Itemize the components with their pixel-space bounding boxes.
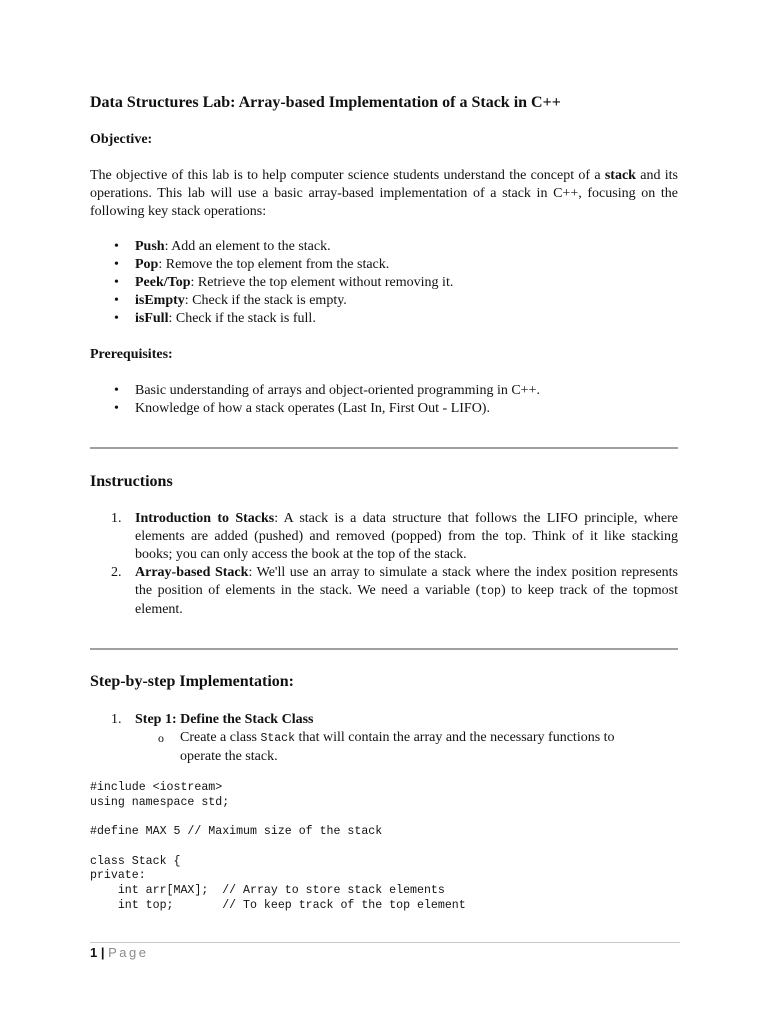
instructions-heading (90, 472, 678, 492)
list-item (90, 274, 678, 292)
list-item (90, 256, 678, 274)
page-footer (90, 944, 149, 962)
objective-intro-post: and its operations. This lab will use a basic array-based implementation of a stack in C++, focusing on the following key stack operations: (90, 168, 678, 219)
instruction-text: : A stack is a data structure that follows the LIFO principle, where elements are added (pushed) and removed (popped) from the top. Think of it like stacking books; you can only access the book at the top of the stack. (135, 511, 678, 562)
sub-text-end: that will contain the array and the necessary functions to operate the stack. (180, 730, 615, 764)
page-number: 1 (90, 945, 98, 960)
operation-name: Push (135, 239, 165, 254)
objective-heading (90, 131, 678, 149)
objective-intro (90, 167, 678, 221)
operation-name: Peek/Top (135, 275, 191, 290)
prerequisites-list-wrap (90, 382, 678, 418)
list-number: 2. (111, 565, 122, 580)
footer-separator: | (100, 945, 105, 960)
page-title: Data Structures Lab: Array-based Implementation of a Stack in C++ (90, 94, 561, 111)
objective-intro-bold: stack (604, 168, 636, 183)
operation-desc: : Remove the top element from the stack. (158, 257, 390, 272)
list-item (90, 564, 678, 619)
implementation-heading-text: Step-by-step Implementation: (90, 673, 294, 690)
page-label: Page (108, 945, 149, 960)
list-item (90, 238, 678, 256)
list-item (90, 310, 678, 328)
objective-paragraph (90, 167, 678, 221)
prerequisites-heading-text: Prerequisites: (90, 347, 173, 362)
list-number: 1. (111, 712, 122, 727)
objective-intro-pre: The objective of this lab is to help computer science students understand the concept of a (90, 168, 605, 183)
list-item (90, 510, 678, 564)
document-title (90, 93, 678, 113)
list-number: 1. (111, 511, 122, 526)
instruction-text-end: ) to keep track of the topmost element. (135, 583, 679, 617)
operation-desc: : Check if the stack is empty. (184, 293, 347, 308)
sub-bullet: o (158, 731, 164, 745)
operations-list (90, 238, 678, 328)
list-item (90, 711, 678, 729)
horizontal-rule (90, 447, 678, 449)
sub-text: Create a class (180, 730, 261, 745)
prerequisites-list (90, 382, 678, 418)
operation-desc: : Retrieve the top element without removing it. (190, 275, 454, 290)
step-title: Step 1: Define the Stack Class (135, 712, 314, 727)
operation-name: Pop (135, 257, 159, 272)
prerequisites-heading (90, 346, 678, 364)
implementation-steps (90, 711, 678, 766)
objective-heading-text: Objective: (90, 132, 153, 147)
operation-name: isFull (135, 311, 169, 326)
list-item (90, 292, 678, 310)
instructions-heading-text: Instructions (90, 473, 173, 490)
inline-code: top (480, 585, 501, 598)
instruction-title: Array-based Stack (135, 565, 249, 580)
inline-code: Stack (260, 732, 295, 745)
list-item: • Basic understanding of arrays and object-oriented programming in C++. (90, 382, 678, 400)
operations-list-wrap (90, 238, 678, 328)
instructions-list-wrap (90, 510, 678, 619)
operation-desc: : Add an element to the stack. (164, 239, 331, 254)
horizontal-rule (90, 648, 678, 650)
footer-divider (90, 942, 680, 943)
list-item: • Knowledge of how a stack operates (Last In, First Out - LIFO). (90, 400, 678, 418)
sub-list-item (90, 729, 648, 766)
operation-desc: : Check if the stack is full. (168, 311, 316, 326)
operation-name: isEmpty (135, 293, 185, 308)
instruction-title: Introduction to Stacks (135, 511, 275, 526)
code-block: #include <iostream> using namespace std; #define MAX 5 // Maximum size of the stack class Stack { private: int arr[MAX]; // Array to store stack elements int top; // To keep track of the top element (90, 781, 466, 912)
implementation-heading (90, 672, 678, 692)
steps-list (90, 711, 678, 729)
instructions-list (90, 510, 678, 619)
instruction-text: : We'll use an array to simulate a stack where the index position represents the position of elements in the stack. We need a variable ( (135, 565, 678, 598)
